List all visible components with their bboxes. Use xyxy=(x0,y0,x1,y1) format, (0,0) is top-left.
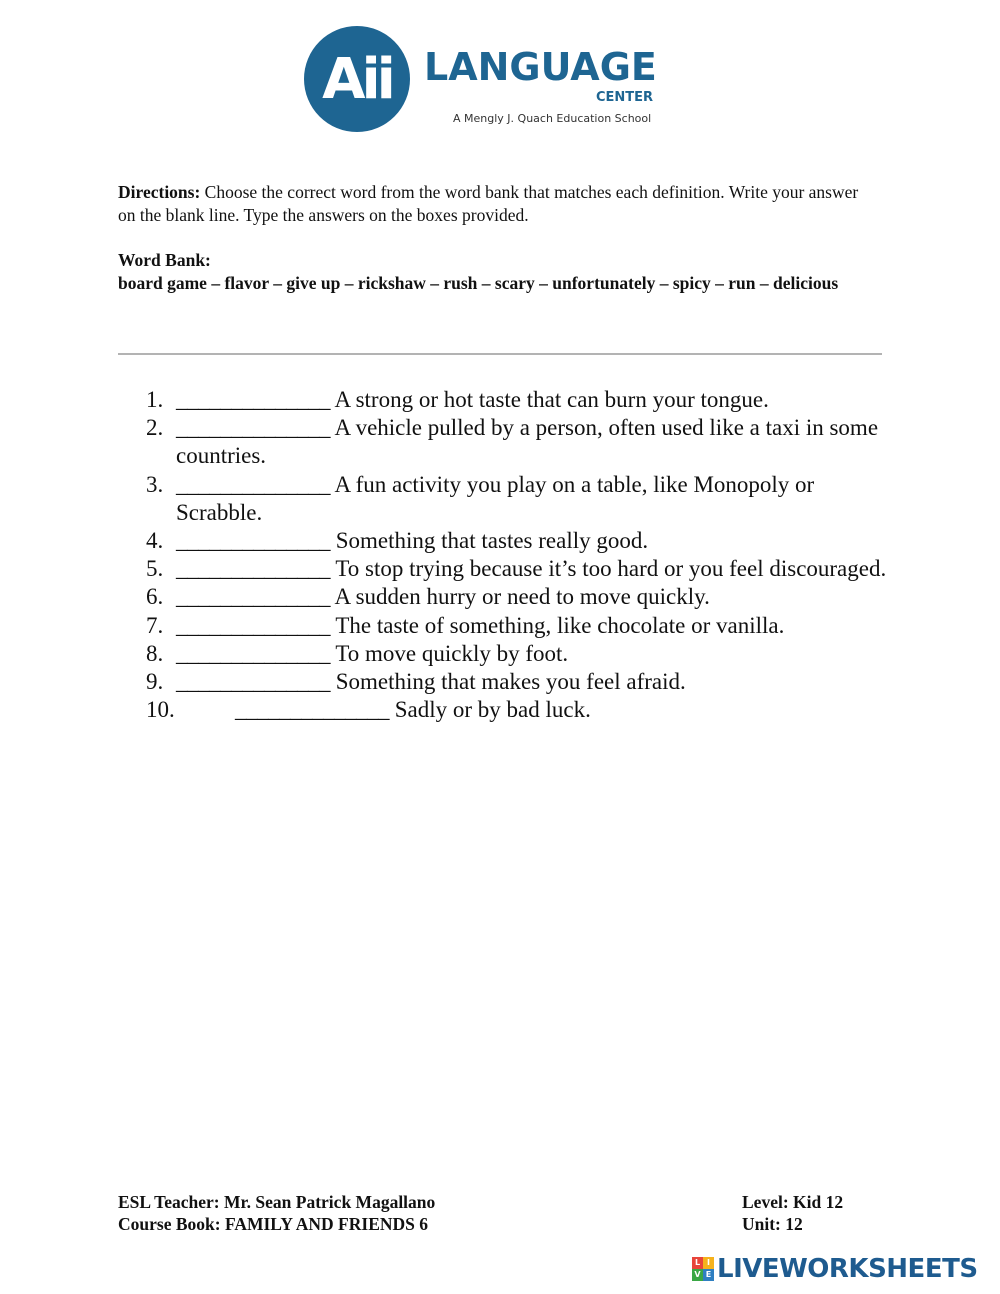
school-logo xyxy=(304,26,664,136)
question-number: 2. xyxy=(146,415,164,441)
word-bank-words: board game – flavor – give up – rickshaw – rush – scary – unfortunately – spicy – run – delicious xyxy=(118,273,839,293)
answer-blank[interactable]: ______________ xyxy=(176,556,330,582)
logo-mark: Aii xyxy=(304,26,410,132)
question-text: A sudden hurry or need to move quickly. xyxy=(330,584,710,610)
question-number: 8. xyxy=(146,640,164,666)
question-number: 4. xyxy=(146,528,164,554)
teacher-name: ESL Teacher: Mr. Sean Patrick Magallano xyxy=(118,1192,436,1212)
icon-letter: E xyxy=(703,1269,714,1281)
word-bank xyxy=(118,249,863,295)
logo-center: CENTER xyxy=(596,90,654,105)
directions xyxy=(118,181,863,227)
answer-blank[interactable]: ______________ xyxy=(176,387,330,412)
question-item xyxy=(118,471,888,527)
question-item xyxy=(118,527,888,555)
question-item xyxy=(118,414,888,470)
question-text: Something that makes you feel afraid. xyxy=(330,669,686,695)
liveworksheets-icon xyxy=(692,1257,714,1281)
question-item xyxy=(118,612,888,640)
question-number: 7. xyxy=(146,612,164,638)
answer-blank[interactable]: ______________ xyxy=(176,640,330,666)
question-number: 1. xyxy=(146,387,164,412)
directions-label: Directions: xyxy=(118,182,201,202)
question-text: To stop trying because it’s too hard or you feel discouraged. xyxy=(330,556,887,582)
question-text: Something that tastes really good. xyxy=(330,528,649,554)
logo-name: LANGUAGE xyxy=(424,45,657,89)
question-text: Sadly or by bad luck. xyxy=(389,697,591,723)
question-text: To move quickly by foot. xyxy=(330,640,569,666)
answer-blank[interactable]: ______________ xyxy=(176,471,330,497)
unit: Unit: 12 xyxy=(742,1214,803,1234)
question-item xyxy=(118,668,888,696)
answer-blank[interactable]: ______________ xyxy=(176,584,330,610)
question-text: The taste of something, like chocolate or vanilla. xyxy=(330,612,785,638)
question-item xyxy=(118,696,888,724)
footer xyxy=(118,1191,878,1235)
question-list xyxy=(118,386,888,724)
icon-letter: V xyxy=(692,1269,703,1281)
question-text: A fun activity you play on a table, like Monopoly or Scrabble. xyxy=(176,471,815,525)
liveworksheets-text: LIVEWORKSHEETS xyxy=(717,1254,978,1284)
question-text: A strong or hot taste that can burn your tongue. xyxy=(330,387,769,412)
liveworksheets-logo[interactable] xyxy=(692,1254,978,1284)
question-number: 3. xyxy=(146,471,164,497)
question-item xyxy=(118,386,888,414)
icon-letter: L xyxy=(692,1257,703,1269)
answer-blank[interactable]: ______________ xyxy=(176,669,330,695)
question-number: 6. xyxy=(146,584,164,610)
logo-tagline: A Mengly J. Quach Education School xyxy=(453,112,652,125)
question-item xyxy=(118,583,888,611)
question-number: 5. xyxy=(146,556,164,582)
answer-blank[interactable]: ______________ xyxy=(176,528,330,554)
question-item xyxy=(118,555,888,583)
answer-blank[interactable]: ______________ xyxy=(235,697,389,723)
question-text: A vehicle pulled by a person, often used like a taxi in some countries. xyxy=(176,415,879,469)
answer-blank[interactable]: ______________ xyxy=(176,612,330,638)
course-book: Course Book: FAMILY AND FRIENDS 6 xyxy=(118,1214,429,1234)
level: Level: Kid 12 xyxy=(742,1192,844,1212)
word-bank-label: Word Bank: xyxy=(118,250,211,270)
question-number: 9. xyxy=(146,669,164,695)
question-item xyxy=(118,640,888,668)
icon-letter: I xyxy=(703,1257,714,1269)
answer-blank[interactable]: ______________ xyxy=(176,415,330,441)
divider xyxy=(118,353,882,355)
directions-text: Choose the correct word from the word bank that matches each definition. Write your answer on the blank line. Type the answers on the boxes provided. xyxy=(118,182,859,225)
question-number: 10. xyxy=(146,697,175,723)
